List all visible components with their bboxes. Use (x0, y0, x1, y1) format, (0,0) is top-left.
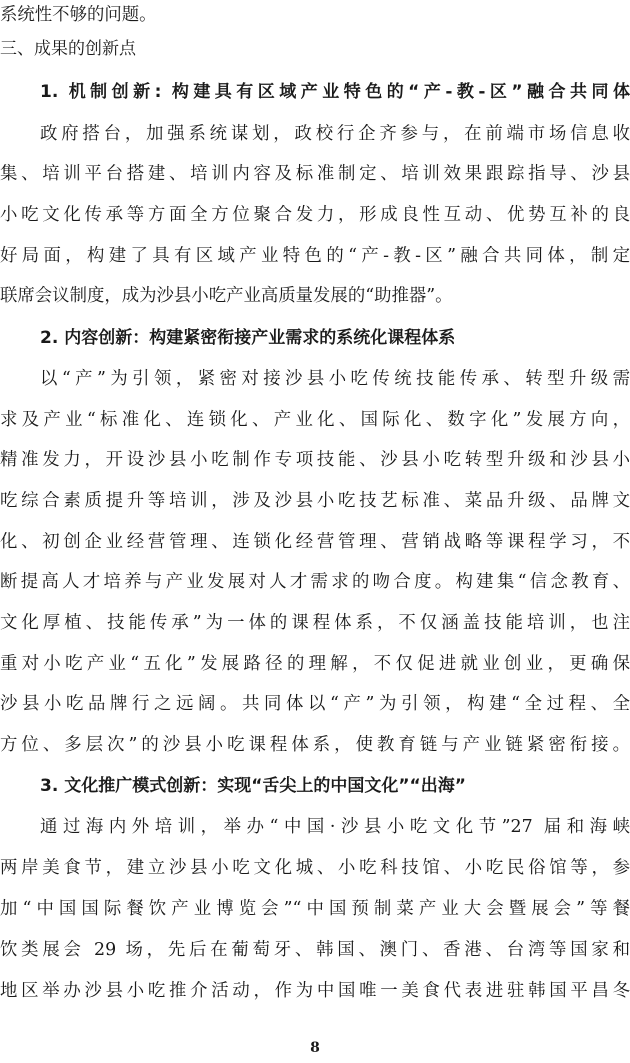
subsection-heading-2: 2. 内容创新：构建紧密衔接产业需求的系统化课程体系 (40, 328, 456, 348)
body-text-line: 系统性不够的问题。 (0, 5, 157, 25)
paragraph-3-line: 地区举办沙县小吃推介活动，作为中国唯一美食代表进驻韩国平昌冬 (0, 981, 630, 1001)
paragraph-1-line: 小吃文化传承等方面全方位聚合发力，形成良性互动、优势互补的良 (0, 205, 630, 225)
paragraph-2-line: 断提高人才培养与产业发展对人才需求的吻合度。构建集“信念教育、 (0, 572, 630, 592)
paragraph-2-line: 沙县小吃品牌行之远阔。共同体以“产”为引领，构建“全过程、全 (0, 694, 630, 714)
paragraph-2-line: 以“产”为引领，紧密对接沙县小吃传统技能传承、转型升级需 (40, 369, 630, 389)
paragraph-1-line: 好局面，构建了具有区域产业特色的“产-教-区”融合共同体，制定 (0, 246, 630, 266)
subsection-heading-3: 3. 文化推广模式创新：实现“舌尖上的中国文化”“出海” (40, 776, 466, 796)
paragraph-2-line: 精准发力，开设沙县小吃制作专项技能、沙县小吃转型升级和沙县小 (0, 450, 630, 470)
section-heading: 三、成果的创新点 (0, 39, 136, 59)
paragraph-1-line: 政府搭台，加强系统谋划，政校行企齐参与，在前端市场信息收 (40, 124, 630, 144)
paragraph-2-line: 文化厚植、技能传承”为一体的课程体系，不仅涵盖技能培训，也注 (0, 613, 630, 633)
paragraph-3-line: 两岸美食节，建立沙县小吃文化城、小吃科技馆、小吃民俗馆等，参 (0, 858, 630, 878)
paragraph-2-line: 方位、多层次”的沙县小吃课程体系，使教育链与产业链紧密衔接。 (0, 735, 630, 755)
paragraph-3-line: 饮类展会 29 场，先后在葡萄牙、韩国、澳门、香港、台湾等国家和 (0, 940, 630, 960)
paragraph-1-line: 集、培训平台搭建、培训内容及标准制定、培训效果跟踪指导、沙县 (0, 164, 630, 184)
subsection-heading-1: 1. 机制创新: 构建具有区域产业特色的“产-教-区”融合共同体 (40, 82, 630, 102)
paragraph-2-line: 重对小吃产业“五化”发展路径的理解，不仅促进就业创业，更确保 (0, 654, 630, 674)
paragraph-2-line: 化、初创企业经营管理、连锁化经营管理、营销战略等课程学习，不 (0, 532, 630, 552)
paragraph-3-line: 加“中国国际餐饮产业博览会”“中国预制菜产业大会暨展会”等餐 (0, 899, 630, 919)
paragraph-1-line: 联席会议制度，成为沙县小吃产业高质量发展的“助推器”。 (0, 286, 453, 306)
paragraph-3-line: 通过海内外培训，举办“中国·沙县小吃文化节”27 届和海峡 (40, 817, 630, 837)
paragraph-2-line: 吃综合素质提升等培训，涉及沙县小吃技艺标准、菜品升级、品牌文 (0, 491, 630, 511)
page-number: 8 (310, 1040, 320, 1056)
paragraph-2-line: 求及产业“标准化、连锁化、产业化、国际化、数字化”发展方向， (0, 410, 630, 430)
